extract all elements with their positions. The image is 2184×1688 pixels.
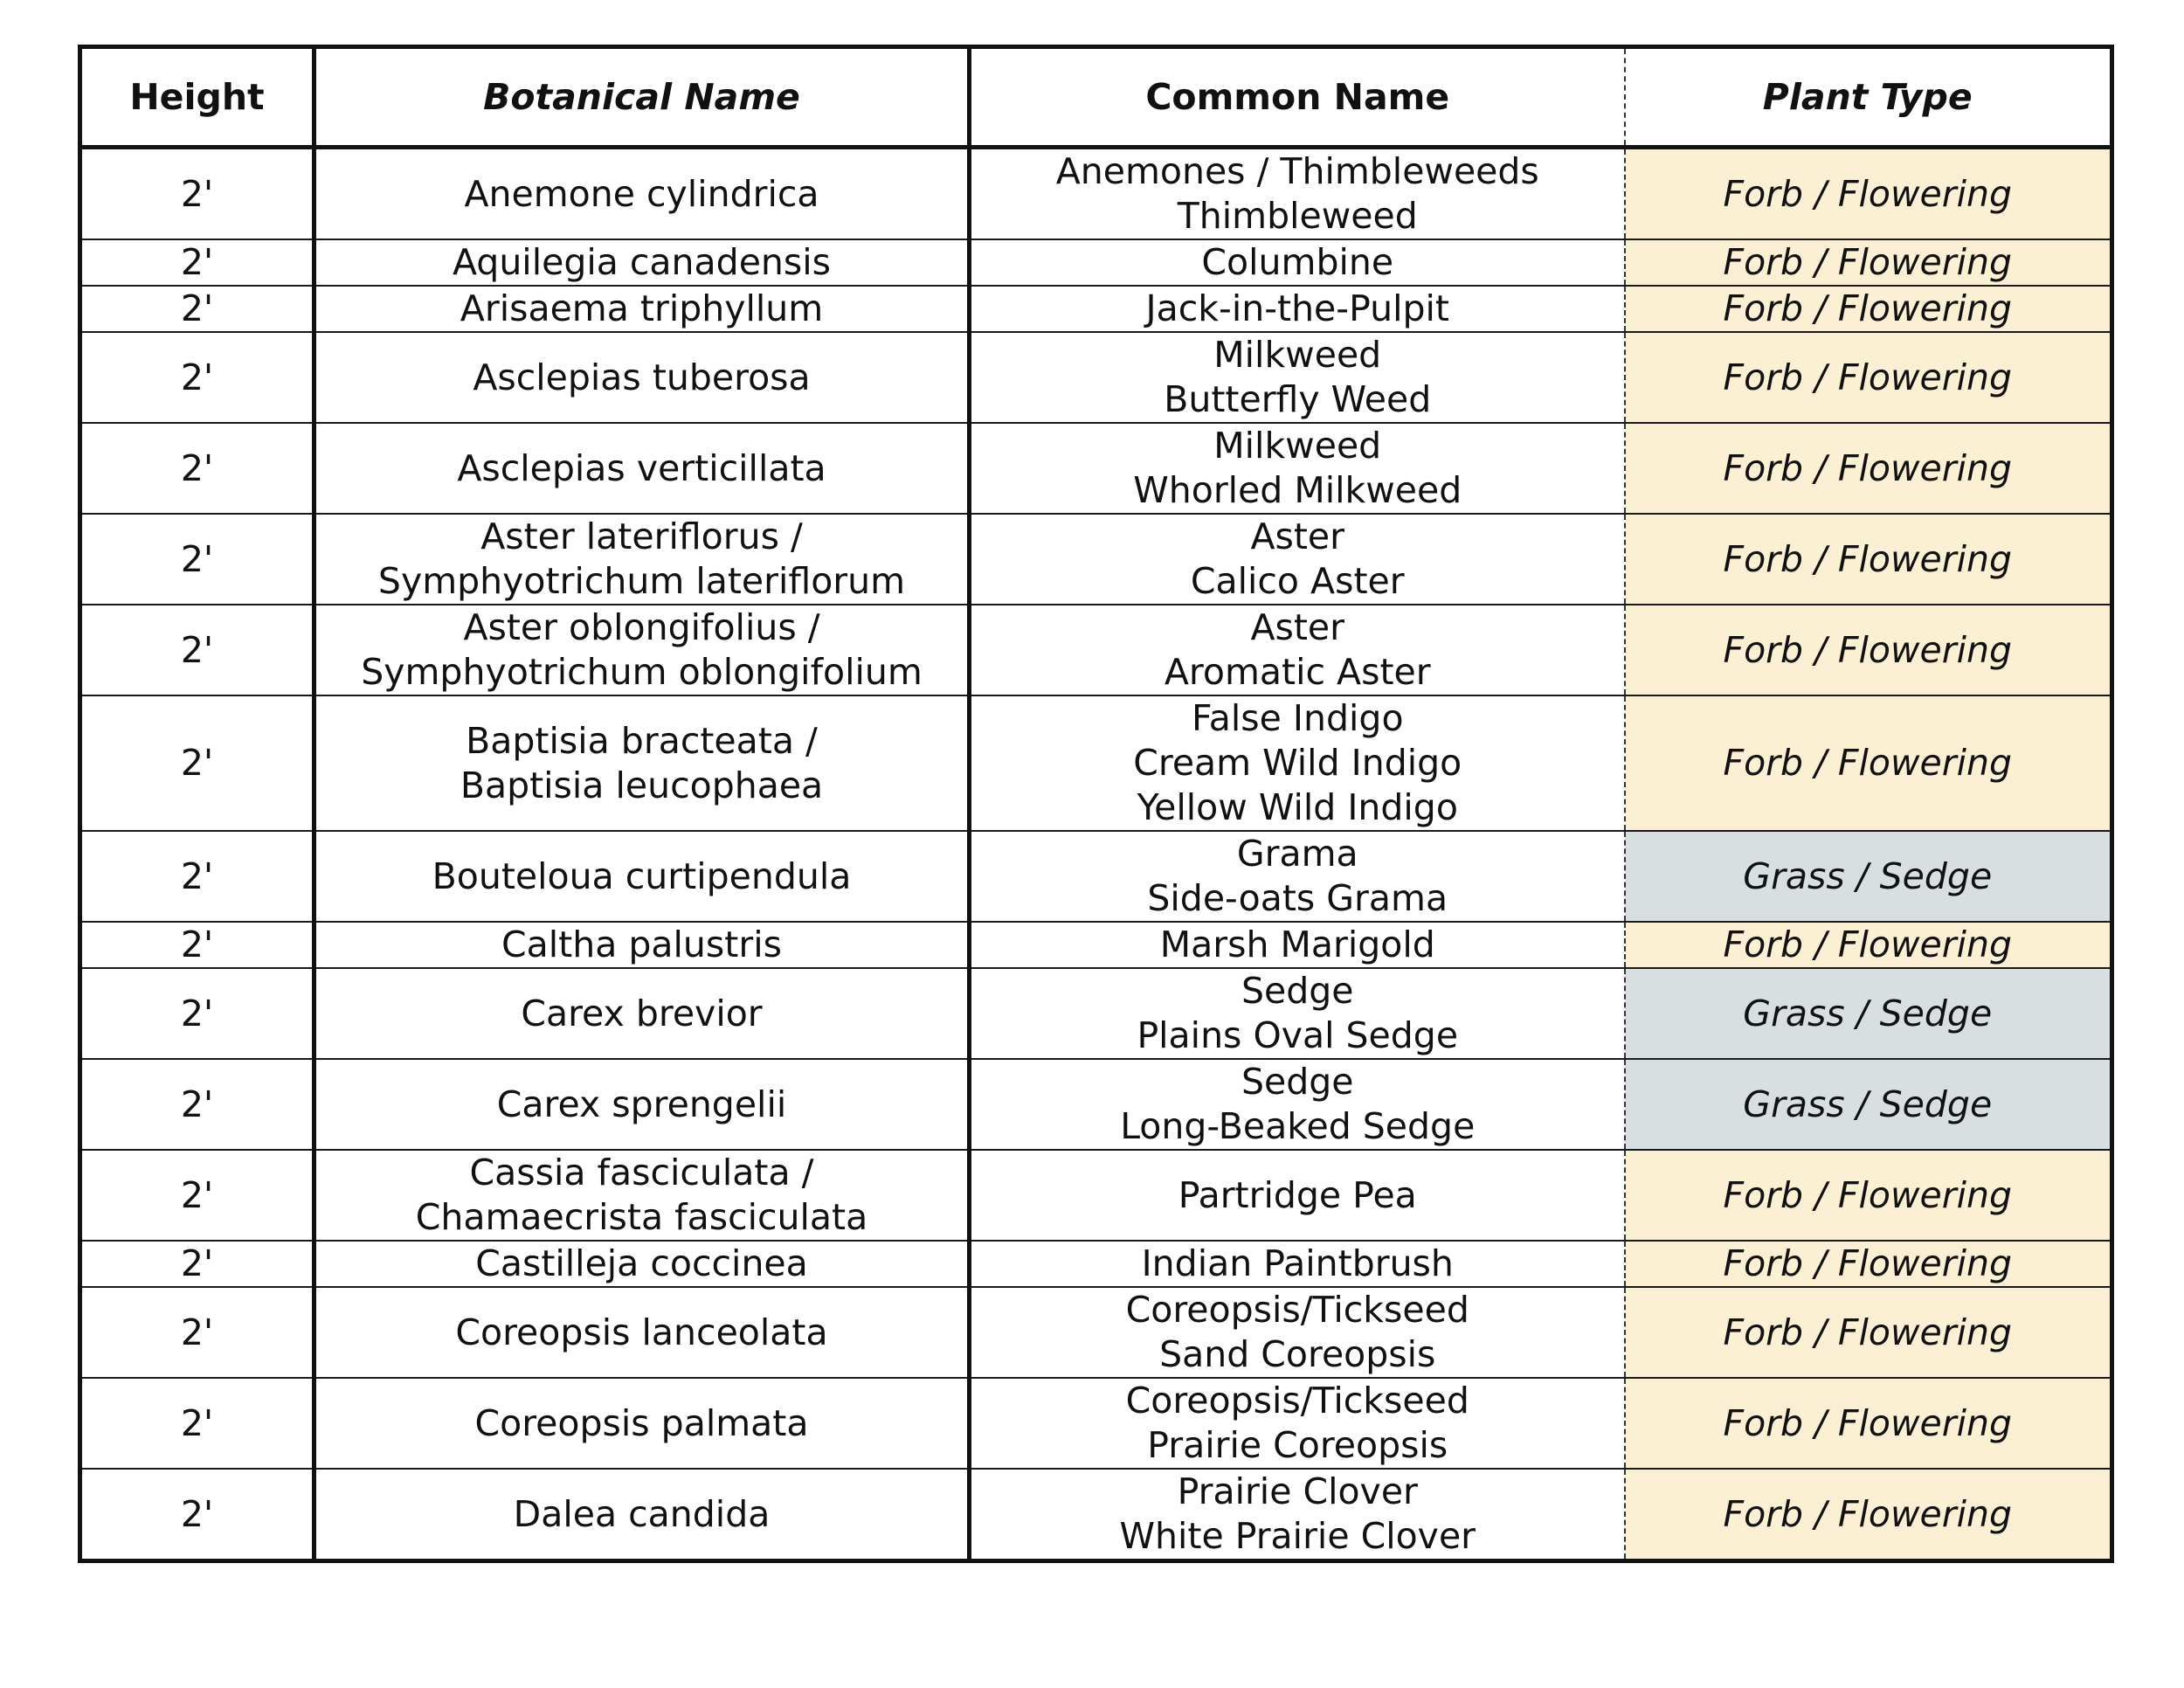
botanical-name-line: Symphyotrichum lateriflorum (377, 560, 906, 602)
table-row (80, 695, 2112, 831)
botanical-name-line: Aster lateriflorus / (480, 515, 803, 557)
header-row (80, 47, 2112, 148)
plant-type-cell: Forb / Flowering (1625, 1378, 2112, 1469)
common-name-line: Yellow Wild Indigo (1137, 786, 1458, 828)
header-botanical-name: Botanical Name (314, 47, 970, 148)
table-row (80, 1059, 2112, 1150)
common-name-line: Milkweed (1213, 334, 1382, 376)
header-height: Height (80, 47, 314, 148)
table-row (80, 332, 2112, 423)
plant-list-sheet (78, 45, 2110, 1563)
common-name-cell (970, 605, 1625, 695)
common-name-line: Jack-in-the-Pulpit (1145, 287, 1449, 329)
common-name-line: Cream Wild Indigo (1133, 742, 1462, 784)
common-name-line: Sedge (1241, 970, 1354, 1012)
common-name-line: Calico Aster (1190, 560, 1405, 602)
common-name-line: Sedge (1241, 1061, 1354, 1103)
plant-type-cell: Forb / Flowering (1625, 1287, 2112, 1378)
height-cell: 2' (80, 332, 314, 423)
common-name-line: Thimbleweed (1177, 195, 1418, 237)
botanical-name-line: Coreopsis lanceolata (455, 1311, 828, 1353)
common-name-line: Prairie Coreopsis (1147, 1424, 1448, 1466)
common-name-line: Side-oats Grama (1147, 877, 1448, 919)
common-name-cell (970, 968, 1625, 1059)
botanical-name-cell (314, 1378, 970, 1469)
height-cell: 2' (80, 695, 314, 831)
botanical-name-line: Aster oblongifolius / (463, 606, 820, 648)
height-cell: 2' (80, 1241, 314, 1287)
botanical-name-cell (314, 968, 970, 1059)
botanical-name-cell (314, 1469, 970, 1561)
table-body (80, 148, 2112, 1561)
botanical-name-line: Baptisia bracteata / (466, 719, 818, 762)
table-row (80, 605, 2112, 695)
botanical-name-line: Baptisia leucophaea (460, 764, 824, 806)
height-cell: 2' (80, 514, 314, 605)
table-row (80, 968, 2112, 1059)
table-row (80, 1287, 2112, 1378)
botanical-name-cell (314, 922, 970, 968)
botanical-name-line: Caltha palustris (501, 924, 782, 965)
botanical-name-cell (314, 695, 970, 831)
plant-type-cell: Forb / Flowering (1625, 332, 2112, 423)
common-name-cell (970, 1287, 1625, 1378)
height-cell: 2' (80, 831, 314, 922)
plant-type-cell: Forb / Flowering (1625, 514, 2112, 605)
common-name-line: Sand Coreopsis (1159, 1333, 1436, 1375)
botanical-name-cell (314, 1150, 970, 1241)
height-cell: 2' (80, 968, 314, 1059)
common-name-line: False Indigo (1191, 697, 1404, 739)
common-name-line: Partridge Pea (1178, 1173, 1417, 1216)
common-name-line: Plains Oval Sedge (1137, 1014, 1459, 1056)
height-cell: 2' (80, 286, 314, 332)
table-row (80, 1378, 2112, 1469)
common-name-line: Marsh Marigold (1159, 924, 1435, 965)
plant-type-cell: Grass / Sedge (1625, 968, 2112, 1059)
common-name-line: Long-Beaked Sedge (1120, 1105, 1476, 1147)
plant-type-cell: Grass / Sedge (1625, 1059, 2112, 1150)
table-row (80, 514, 2112, 605)
common-name-cell (970, 1059, 1625, 1150)
height-cell: 2' (80, 148, 314, 240)
common-name-line: White Prairie Clover (1119, 1515, 1476, 1557)
botanical-name-line: Arisaema triphyllum (460, 287, 824, 329)
common-name-line: Milkweed (1213, 425, 1382, 467)
common-name-cell (970, 148, 1625, 240)
common-name-cell (970, 1378, 1625, 1469)
botanical-name-cell (314, 423, 970, 514)
botanical-name-line: Cassia fasciculata / (469, 1152, 814, 1193)
common-name-line: Anemones / Thimbleweeds (1055, 150, 1539, 192)
botanical-name-line: Asclepias verticillata (457, 446, 826, 489)
common-name-line: Whorled Milkweed (1133, 469, 1462, 511)
common-name-line: Columbine (1201, 241, 1394, 283)
plant-type-cell: Grass / Sedge (1625, 831, 2112, 922)
table-row (80, 922, 2112, 968)
plant-type-cell: Forb / Flowering (1625, 148, 2112, 240)
common-name-cell (970, 423, 1625, 514)
botanical-name-line: Anemone cylindrica (464, 172, 819, 215)
botanical-name-line: Castilleja coccinea (475, 1242, 808, 1284)
botanical-name-line: Dalea candida (513, 1492, 771, 1535)
common-name-line: Indian Paintbrush (1141, 1242, 1454, 1284)
table-row (80, 1150, 2112, 1241)
plant-table (78, 45, 2114, 1563)
common-name-cell (970, 1241, 1625, 1287)
plant-type-cell: Forb / Flowering (1625, 1469, 2112, 1561)
common-name-line: Coreopsis/Tickseed (1125, 1289, 1469, 1331)
plant-type-cell: Forb / Flowering (1625, 239, 2112, 286)
height-cell: 2' (80, 1469, 314, 1561)
height-cell: 2' (80, 922, 314, 968)
common-name-line: Aster (1250, 515, 1345, 557)
common-name-cell (970, 695, 1625, 831)
botanical-name-cell (314, 1287, 970, 1378)
plant-type-cell: Forb / Flowering (1625, 605, 2112, 695)
common-name-cell (970, 514, 1625, 605)
botanical-name-cell (314, 286, 970, 332)
botanical-name-line: Chamaecrista fasciculata (415, 1196, 868, 1238)
botanical-name-line: Bouteloua curtipendula (432, 854, 852, 897)
botanical-name-line: Carex sprengelii (496, 1083, 787, 1125)
plant-type-cell: Forb / Flowering (1625, 695, 2112, 831)
table-row (80, 239, 2112, 286)
botanical-name-line: Symphyotrichum oblongifolium (361, 651, 923, 693)
common-name-line: Aster (1250, 606, 1345, 648)
common-name-line: Butterfly Weed (1164, 378, 1432, 420)
table-row (80, 1469, 2112, 1561)
height-cell: 2' (80, 1150, 314, 1241)
botanical-name-line: Aquilegia canadensis (452, 241, 832, 283)
common-name-cell (970, 1150, 1625, 1241)
height-cell: 2' (80, 423, 314, 514)
header-common-name: Common Name (970, 47, 1625, 148)
header-plant-type: Plant Type (1625, 47, 2112, 148)
common-name-line: Coreopsis/Tickseed (1125, 1380, 1469, 1422)
plant-type-cell: Forb / Flowering (1625, 922, 2112, 968)
plant-type-cell: Forb / Flowering (1625, 1241, 2112, 1287)
botanical-name-cell (314, 605, 970, 695)
plant-type-cell: Forb / Flowering (1625, 423, 2112, 514)
common-name-cell (970, 286, 1625, 332)
common-name-line: Prairie Clover (1177, 1470, 1418, 1512)
botanical-name-cell (314, 148, 970, 240)
common-name-line: Aromatic Aster (1164, 651, 1431, 693)
botanical-name-line: Carex brevior (521, 992, 763, 1034)
botanical-name-cell (314, 831, 970, 922)
botanical-name-line: Asclepias tuberosa (473, 356, 811, 398)
botanical-name-cell (314, 1241, 970, 1287)
table-header (80, 47, 2112, 148)
common-name-cell (970, 332, 1625, 423)
height-cell: 2' (80, 1059, 314, 1150)
table-row (80, 286, 2112, 332)
botanical-name-cell (314, 1059, 970, 1150)
common-name-line: Grama (1236, 833, 1358, 875)
common-name-cell (970, 239, 1625, 286)
table-row (80, 423, 2112, 514)
height-cell: 2' (80, 1287, 314, 1378)
common-name-cell (970, 922, 1625, 968)
table-row (80, 148, 2112, 240)
height-cell: 2' (80, 605, 314, 695)
height-cell: 2' (80, 239, 314, 286)
botanical-name-cell (314, 332, 970, 423)
table-row (80, 1241, 2112, 1287)
plant-type-cell: Forb / Flowering (1625, 1150, 2112, 1241)
botanical-name-line: Coreopsis palmata (474, 1401, 809, 1444)
botanical-name-cell (314, 514, 970, 605)
common-name-cell (970, 831, 1625, 922)
height-cell: 2' (80, 1378, 314, 1469)
plant-type-cell: Forb / Flowering (1625, 286, 2112, 332)
common-name-cell (970, 1469, 1625, 1561)
table-row (80, 831, 2112, 922)
botanical-name-cell (314, 239, 970, 286)
